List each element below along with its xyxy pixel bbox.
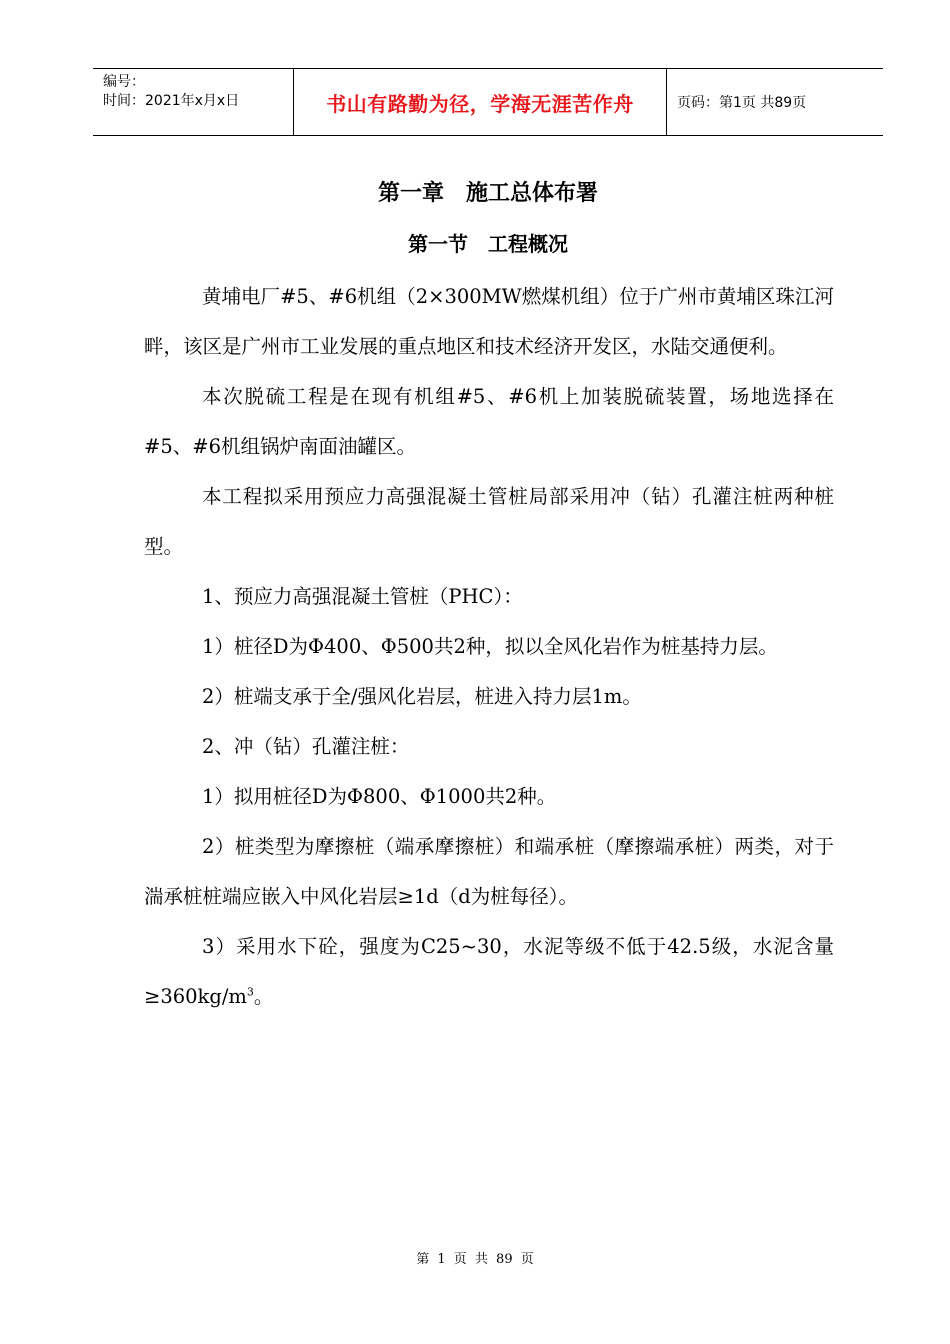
header-motto: 书山有路勤为径，学海无涯苦作舟 (294, 69, 667, 135)
document-body (144, 272, 834, 1022)
paragraph-text: 3）采用水下砼，强度为C25~30，水泥等级不低于42.5级，水泥含量≥360kg/m (144, 935, 834, 1008)
document-header (93, 68, 883, 136)
paragraph: 本工程拟采用预应力高强混凝土管桩局部采用冲（钻）孔灌注桩两种桩型。 (144, 485, 834, 558)
paragraph-end: 。 (253, 985, 274, 1008)
paragraph-last (144, 922, 834, 1022)
paragraph: 1）拟用桩径D为Φ800、Φ1000共2种。 (202, 785, 557, 808)
paragraph: 2）桩类型为摩擦桩（端承摩擦桩）和端承桩（摩擦端承桩）两类，对于湍承桩桩端应嵌入中风化岩层≥1d（d为桩每径）。 (144, 835, 834, 908)
superscript: 3 (246, 985, 254, 999)
header-page-label: 页码：第1页 共89页 (677, 95, 807, 111)
paragraph: 本次脱硫工程是在现有机组#5、#6机上加装脱硫装置，场地选择在#5、#6机组锅炉南面油罐区。 (144, 385, 834, 458)
paragraph: 2、冲（钻）孔灌注桩： (202, 735, 410, 758)
time-label: 时间：2021年x月x日 (103, 93, 240, 109)
section-title: 第一节 工程概况 (408, 232, 568, 256)
paragraph: 1、预应力高强混凝土管桩（PHC）： (202, 585, 523, 608)
header-meta (93, 69, 294, 135)
paragraph: 2）桩端支承于全/强风化岩层，桩进入持力层1m。 (202, 685, 642, 708)
paragraph: 1）桩径D为Φ400、Φ500共2种，拟以全风化岩作为桩基持力层。 (202, 635, 778, 658)
page-footer: 第 1 页 共 89 页 (416, 1252, 534, 1267)
paragraph: 黄埔电厂#5、#6机组（2×300MW燃煤机组）位于广州市黄埔区珠江河畔，该区是广州市工业发展的重点地区和技术经济开发区，水陆交通便利。 (144, 285, 834, 358)
number-label: 编号： (103, 74, 145, 90)
chapter-title: 第一章 施工总体布署 (377, 181, 598, 206)
